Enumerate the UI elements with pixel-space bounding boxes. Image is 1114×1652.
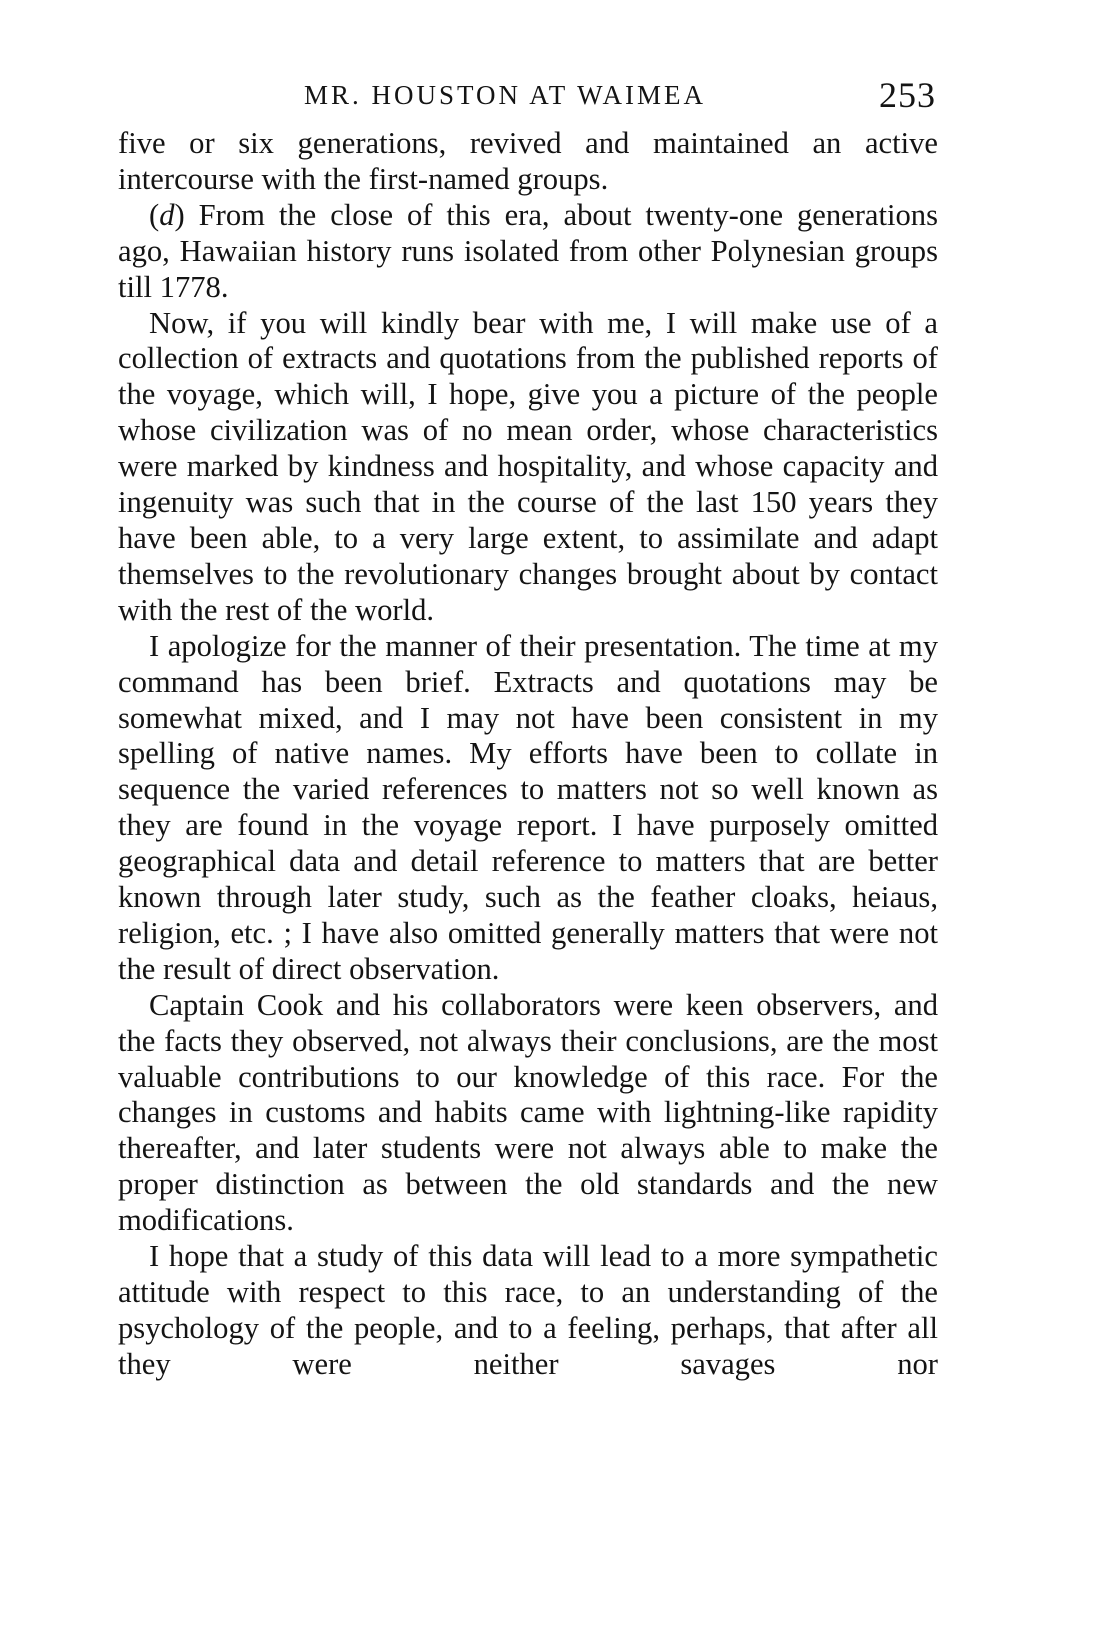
body-text	[118, 126, 938, 1383]
paragraph-apology	[118, 629, 938, 988]
paragraph-text: five or six generations, revived and maintained an active intercourse with the first-named groups.	[118, 126, 938, 196]
paragraph-text: I apologize for the manner of their presentation. The time at my command has been brief. Extracts and quotations may be somewhat mixed, and I may not have been consistent in my spelling of native names. My efforts have been to collate in sequence the varied references to matters not so well known as they are found in the voyage report. I have purposely omitted geographical data and detail reference to matters that are better known through later study, such as the feather cloaks, heiaus, religion, etc. ; I have also omitted generally matters that were not the result of direct observation.	[118, 628, 938, 986]
enumeration-close: )	[174, 197, 185, 232]
book-page	[118, 72, 938, 1383]
paragraph-continued	[118, 126, 938, 198]
paragraph-captain-cook	[118, 988, 938, 1239]
paragraph-hope	[118, 1239, 938, 1383]
paragraph-extracts	[118, 306, 938, 629]
paragraph-text: From the close of this era, about twenty-one generations ago, Hawaiian history runs isolated from other Polynesian groups till 1778.	[118, 197, 938, 304]
enumeration-label: d	[159, 197, 175, 232]
paragraph-text: Now, if you will kindly bear with me, I will make use of a collection of extracts and quotations from the published reports of the voyage, which will, I hope, give you a picture of the people whose civilization was of no mean order, whose characteristics were marked by kindness and hospitality, and whose capacity and ingenuity was such that in the course of the last 150 years they have been able, to a very large extent, to assimilate and adapt themselves to the revolutionary changes brought about by contact with the rest of the world.	[118, 305, 938, 627]
paragraph-era-d	[118, 198, 938, 306]
running-title: MR. HOUSTON AT WAIMEA	[304, 80, 707, 110]
running-head	[118, 72, 938, 126]
page-number: 253	[879, 75, 936, 115]
enumeration-open: (	[149, 197, 160, 232]
paragraph-text: I hope that a study of this data will lead to a more sympathetic attitude with respect to this race, to an understanding of the psychology of the people, and to a feeling, perhaps, that after all they were neither savages nor	[118, 1239, 938, 1381]
paragraph-text: Captain Cook and his collaborators were keen observers, and the facts they observed, not always their conclusions, are the most valuable contributions to our knowledge of this race. For the changes in customs and habits came with lightning-like rapidity thereafter, and later students were not always able to make the proper distinction as between the old standards and the new modifications.	[118, 987, 938, 1238]
